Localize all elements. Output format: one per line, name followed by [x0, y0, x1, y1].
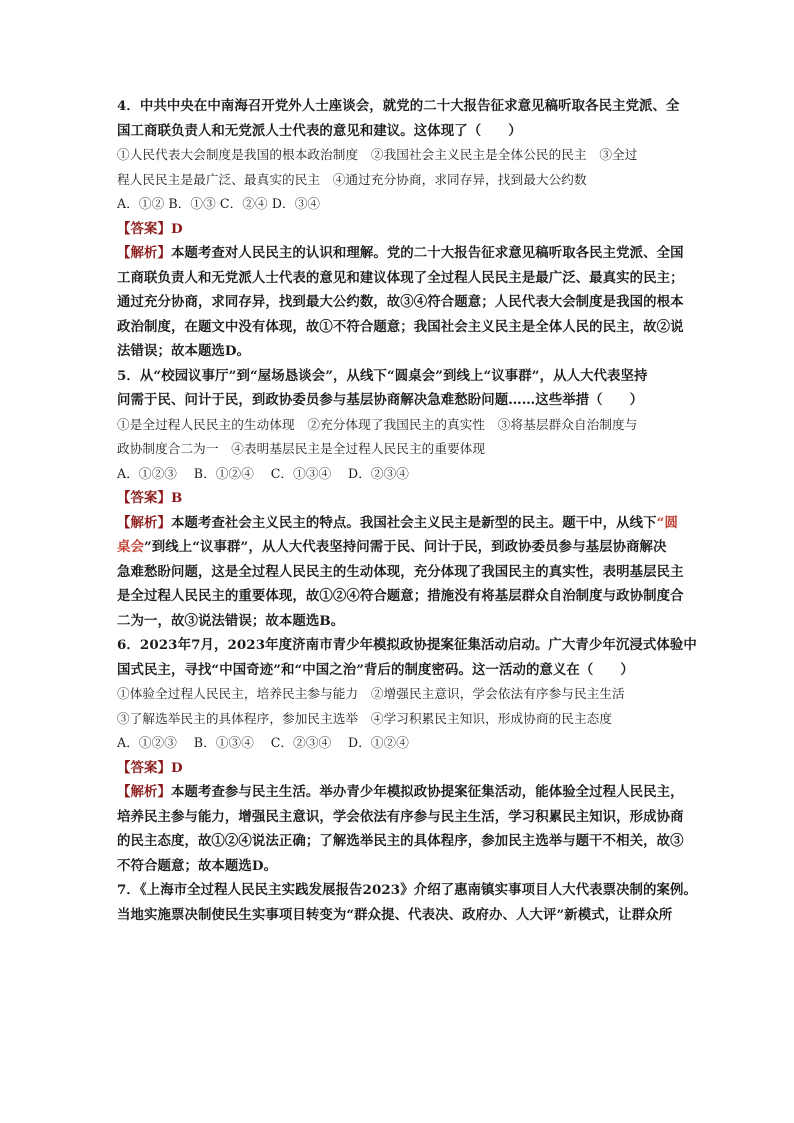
- q6-options-line-1: ①体验全过程人民民主，培养民主参与能力 ②增强民主意识，学会依法有序参与民主生活: [117, 686, 625, 701]
- answer-value: B: [170, 490, 183, 506]
- q5-analysis-line-3: 急难愁盼问题，这是全过程人民民主的生动体现，充分体现了我国民主的真实性，表明基层民主: [117, 563, 684, 580]
- q4-choices: A．①② B．①③ C．②④ D．③④: [117, 196, 321, 211]
- q4-stem-line-1: 4．中共中央在中南海召开党外人士座谈会，就党的二十大报告征求意见稿听取各民主党派、全: [117, 98, 680, 114]
- q6-analysis-line-4: 不符合题意；故本题选D。: [117, 857, 278, 874]
- answer-tag: 【答案】: [117, 490, 171, 506]
- analysis-text: 本题考查参与民主生活。举办青少年模拟政协提案征集活动，能体验全过程人民民主，: [170, 784, 684, 800]
- q6-choices: A．①②③ B．①③④ C．②③④ D．①②④: [117, 735, 409, 750]
- analysis-tag: 【解析】: [117, 784, 171, 800]
- q4-analysis-line-3: 通过充分协商，求同存异，找到最大公约数，故③④符合题意；人民代表大会制度是我国的根本: [117, 294, 684, 310]
- answer-value: D: [170, 220, 183, 237]
- q6-stem-line-1: 6．2023年7月，2023年度济南市青少年模拟政协提案征集活动启动。广大青少年沉浸式体验中: [117, 637, 697, 653]
- q5-analysis-line-2: [117, 535, 711, 560]
- q4-answer: [117, 217, 711, 242]
- q5-options-line-1: ①是全过程人民民主的生动体现 ②充分体现了我国民主的真实性 ③将基层群众自治制度与: [117, 416, 638, 432]
- q6-analysis-line-2: 培养民主参与能力，增强民主意识，学会依法有序参与民主生活，学习积累民主知识，形成协商: [117, 808, 684, 825]
- analysis-text: 本题考查社会主义民主的特点。我国社会主义民主是新型的民主。题干中，从线下: [170, 514, 657, 531]
- question-content: [117, 94, 711, 927]
- q5-analysis-line-5: 二为一，故③说法错误；故本题选B。: [117, 612, 345, 629]
- answer-tag: 【答案】: [117, 759, 171, 776]
- q6-analysis-line-3: 的民主态度，故①②④说法正确；了解选举民主的具体程序，参加民主选举与题干不相关，故③: [117, 833, 684, 849]
- q5-analysis-line-4: 是全过程人民民主的重要体现，故①②④符合题意；措施没有将基层群众自治制度与政协制度合: [117, 588, 684, 604]
- q4-analysis-line-2: 工商联负责人和无党派人士代表的意见和建议体现了全过程人民民主是最广泛、最真实的民主；: [117, 269, 684, 286]
- q5-answer: [117, 486, 711, 511]
- q4-analysis-line-5: 法错误；故本题选D。: [117, 343, 251, 359]
- q4-stem-line-2: 国工商联负责人和无党派人士代表的意见和建议。这体现了（ ）: [117, 122, 522, 139]
- q5-stem-line-1: 5．从“校园议事厅”到“屋场恳谈会”，从线下“圆桌会”到线上“议事群”，从人大代表坚持: [117, 367, 648, 384]
- analysis-text: ”到线上“议事群”，从人大代表坚持问需于民、问计于民，到政协委员参与基层协商解决: [143, 539, 667, 555]
- q5-options-line-2: 政协制度合二为一 ④表明基层民主是全过程人民民主的重要体现: [117, 441, 486, 456]
- q6-stem-line-2: 国式民主，寻找“中国奇迹”和“中国之治”背后的制度密码。这一活动的意义在（ ）: [117, 661, 634, 678]
- analysis-highlight: “圆: [656, 514, 678, 531]
- q6-answer: [117, 756, 711, 781]
- q4-options-line-1: ①人民代表大会制度是我国的根本政治制度 ②我国社会主义民主是全体公民的民主 ③全过: [117, 147, 638, 162]
- analysis-text: 本题考查对人民民主的认识和理解。党的二十大报告征求意见稿听取各民主党派、全国: [170, 245, 684, 261]
- q5-choices: A．①②③ B．①②④ C．①③④ D．②③④: [117, 465, 409, 481]
- analysis-tag: 【解析】: [117, 514, 171, 531]
- q5-stem-line-2: 问需于民、问计于民，到政协委员参与基层协商解决急难愁盼问题……这些举措（ ）: [117, 392, 644, 408]
- q7-stem-line-1: 7．《上海市全过程人民民主实践发展报告2023》介绍了惠南镇实事项目人大代表票决制的案例。: [117, 882, 698, 898]
- analysis-highlight: 桌会: [117, 539, 144, 555]
- q4-analysis-line-1: [117, 241, 711, 266]
- answer-tag: 【答案】: [117, 220, 171, 237]
- answer-value: D: [170, 759, 183, 776]
- q6-options-line-2: ③了解选举民主的具体程序，参加民主选举 ④学习积累民主知识，形成协商的民主态度: [117, 710, 613, 726]
- q5-analysis-line-1: [117, 511, 711, 536]
- q6-analysis-line-1: [117, 780, 711, 805]
- q4-analysis-line-4: 政治制度，在题文中没有体现，故①不符合题意；我国社会主义民主是全体人民的民主，故②说: [117, 318, 684, 335]
- analysis-tag: 【解析】: [117, 245, 171, 261]
- q7-stem-line-2: 当地实施票决制使民生实事项目转变为“群众提、代表决、政府办、人大评”新模式，让群众所: [117, 906, 673, 923]
- q4-options-line-2: 程人民民主是最广泛、最真实的民主 ④通过充分协商，求同存异，找到最大公约数: [117, 171, 587, 187]
